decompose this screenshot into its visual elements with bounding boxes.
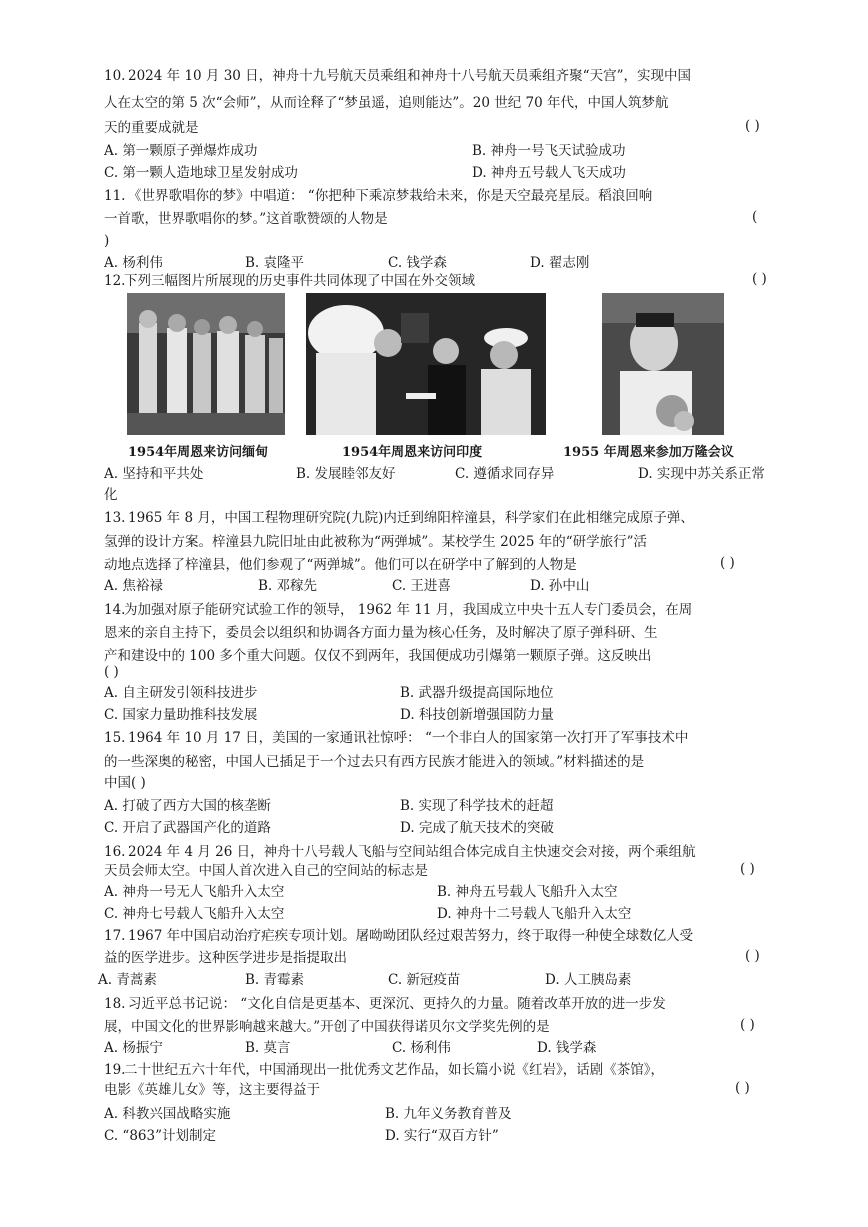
- question-text-line: 为加强对原子能研究试验工作的领导， 1962 年 11 月，我国成立中央十五人专门委员会，在周: [124, 602, 693, 618]
- answer-bracket: ( ): [735, 1080, 750, 1096]
- answer-bracket: ( ): [752, 271, 767, 287]
- question-text-line: 1965 年 8 月，中国工程物理研究院(九院)内迁到绵阳梓潼县，科学家们在此相继完成原子弹、: [128, 510, 694, 526]
- question-number: 16.: [104, 844, 126, 860]
- photo-india-visit: [306, 293, 546, 435]
- question-number: 13.: [104, 510, 126, 526]
- question-text-line: 2024 年 10 月 30 日，神舟十九号航天员乘组和神舟十八号航天员乘组齐聚“天宫”，实现中国: [128, 68, 691, 84]
- option-c: C. “863”计划制定: [104, 1128, 217, 1144]
- question-text-line: 习近平总书记说： “文化自信是更基本、更深沉、更持久的力量。随着改革开放的进一步发: [128, 996, 666, 1012]
- option-a: A. 第一颗原子弹爆炸成功: [104, 143, 258, 159]
- question-number: 19.: [104, 1062, 126, 1078]
- option-b: B. 莫言: [245, 1040, 291, 1056]
- question-text-line: 益的医学进步。这种医学进步是指提取出: [104, 950, 347, 966]
- option-c: C. 遵循求同存异: [455, 466, 555, 482]
- photo-caption: 1954年周恩来访问印度: [342, 445, 483, 460]
- option-d: D. 神舟五号载人飞天成功: [472, 165, 626, 181]
- question-text-line: 氢弹的设计方案。梓潼县九院旧址由此被称为“两弹城”。某校学生 2025 年的“研学旅行”活: [104, 534, 648, 550]
- option-d: D. 实现中苏关系正常: [638, 466, 765, 482]
- option-d: D. 实行“双百方针”: [385, 1128, 499, 1144]
- question-number: 12.: [104, 273, 126, 289]
- option-c: C. 王进喜: [392, 578, 451, 594]
- photo-caption: 1954年周恩来访问缅甸: [128, 445, 269, 460]
- option-d: D. 钱学森: [537, 1040, 597, 1056]
- option-c: C. 开启了武器国产化的道路: [104, 820, 271, 836]
- answer-bracket: ( ): [745, 948, 760, 964]
- option-b: B. 九年义务教育普及: [385, 1106, 512, 1122]
- question-text-line: 2024 年 4 月 26 日，神舟十八号载人飞船与空间站组合体完成自主快速交会对接，两个乘组航: [128, 844, 696, 860]
- question-text-line: 一首歌，世界歌唱你的梦。”这首歌赞颂的人物是: [104, 211, 388, 227]
- question-text-line: 动地点选择了梓潼县，他们参观了“两弹城”。他们可以在研学中了解到的人物是: [104, 557, 577, 573]
- question-number: 14.: [104, 602, 126, 618]
- question-text-line: 电影《英雄儿女》等，这主要得益于: [104, 1082, 320, 1098]
- answer-bracket: ( ): [720, 555, 735, 571]
- question-text-line: 《世界歌唱你的梦》中唱道： “你把种下乘凉梦栽给未来，你是天空最亮星辰。稻浪回响: [128, 188, 653, 204]
- question-text-line: 下列三幅图片所展现的历史事件共同体现了中国在外交领域: [124, 273, 475, 289]
- option-d: D. 神舟十二号载人飞船升入太空: [437, 906, 632, 922]
- option-a: A. 自主研发引领科技进步: [104, 685, 258, 701]
- option-a: A. 神舟一号无人飞船升入太空: [104, 884, 285, 900]
- question-number: 11.: [104, 188, 126, 204]
- question-text-line: 人在太空的第 5 次“会师”，从而诠释了“梦虽遥，追则能达”。20 世纪 70 年代，中国人筑梦航: [104, 95, 669, 111]
- option-a: A. 科教兴国战略实施: [104, 1106, 231, 1122]
- option-d-wrap: 化: [104, 487, 118, 503]
- option-c: C. 新冠疫苗: [388, 972, 461, 988]
- answer-bracket: ( ): [740, 861, 755, 877]
- option-b: B. 袁隆平: [245, 255, 305, 271]
- option-b: B. 实现了科学技术的赶超: [400, 798, 554, 814]
- question-text-line: 天的重要成就是: [104, 120, 199, 136]
- question-number: 15.: [104, 730, 126, 746]
- question-text-line: 中国( ): [104, 775, 146, 791]
- photo-caption: 1955 年周恩来参加万隆会议: [563, 445, 734, 460]
- question-text-line: 展，中国文化的世界影响越来越大。”开创了中国获得诺贝尔文学奖先例的是: [104, 1019, 550, 1035]
- photo-bandung-conference: [602, 293, 724, 435]
- option-c: C. 神舟七号载人飞船升入太空: [104, 906, 285, 922]
- option-a: A. 青蒿素: [98, 972, 157, 988]
- question-number: 18.: [104, 996, 126, 1012]
- option-c: C. 国家力量助推科技发展: [104, 707, 258, 723]
- option-a: A. 打破了西方大国的核垄断: [104, 798, 271, 814]
- option-b: B. 神舟一号飞天试验成功: [472, 143, 626, 159]
- option-c: C. 钱学森: [388, 255, 447, 271]
- answer-bracket: ( ): [104, 664, 119, 680]
- option-b: B. 武器升级提高国际地位: [400, 685, 554, 701]
- option-c: C. 杨利伟: [392, 1040, 451, 1056]
- question-text-line: 产和建设中的 100 多个重大问题。仅仅不到两年，我国便成功引爆第一颗原子弹。这反映出: [104, 648, 652, 664]
- option-a: A. 坚持和平共处: [104, 466, 204, 482]
- option-d: D. 科技创新增强国防力量: [400, 707, 554, 723]
- question-text-line: ): [104, 233, 110, 249]
- option-a: A. 焦裕禄: [104, 578, 163, 594]
- option-a: A. 杨利伟: [104, 255, 163, 271]
- option-b: B. 邓稼先: [258, 578, 318, 594]
- question-text-line: 1967 年中国启动治疗疟疾专项计划。屠呦呦团队经过艰苦努力，终于取得一种使全球数亿人受: [128, 928, 694, 944]
- option-b: B. 发展睦邻友好: [296, 466, 396, 482]
- question-text-line: 的一些深奥的秘密，中国人已插足于一个过去只有西方民族才能进入的领域。”材料描述的是: [104, 754, 645, 770]
- answer-bracket: (: [752, 209, 758, 225]
- question-text-line: 二十世纪五六十年代，中国涌现出一批优秀文艺作品，如长篇小说《红岩》，话剧《茶馆》，: [124, 1062, 664, 1078]
- question-text-line: 恩来的亲自主持下，委员会以组织和协调各方面力量为核心任务，及时解决了原子弹科研、生: [104, 625, 658, 641]
- option-b: B. 神舟五号载人飞船升入太空: [437, 884, 618, 900]
- question-number: 17.: [104, 928, 126, 944]
- option-d: D. 孙中山: [530, 578, 590, 594]
- answer-bracket: ( ): [745, 118, 760, 134]
- question-text-line: 天员会师太空。中国人首次进入自己的空间站的标志是: [104, 863, 428, 879]
- option-b: B. 青霉素: [245, 972, 305, 988]
- question-number: 10.: [104, 68, 126, 84]
- option-d: D. 完成了航天技术的突破: [400, 820, 554, 836]
- option-d: D. 人工胰岛素: [545, 972, 632, 988]
- option-a: A. 杨振宁: [104, 1040, 163, 1056]
- option-c: C. 第一颗人造地球卫星发射成功: [104, 165, 298, 181]
- answer-bracket: ( ): [740, 1017, 755, 1033]
- option-d: D. 翟志刚: [530, 255, 590, 271]
- question-text-line: 1964 年 10 月 17 日，美国的一家通讯社惊呼： “一个非白人的国家第一次打开了军事技术中: [128, 730, 689, 746]
- photo-burma-visit: [127, 293, 285, 435]
